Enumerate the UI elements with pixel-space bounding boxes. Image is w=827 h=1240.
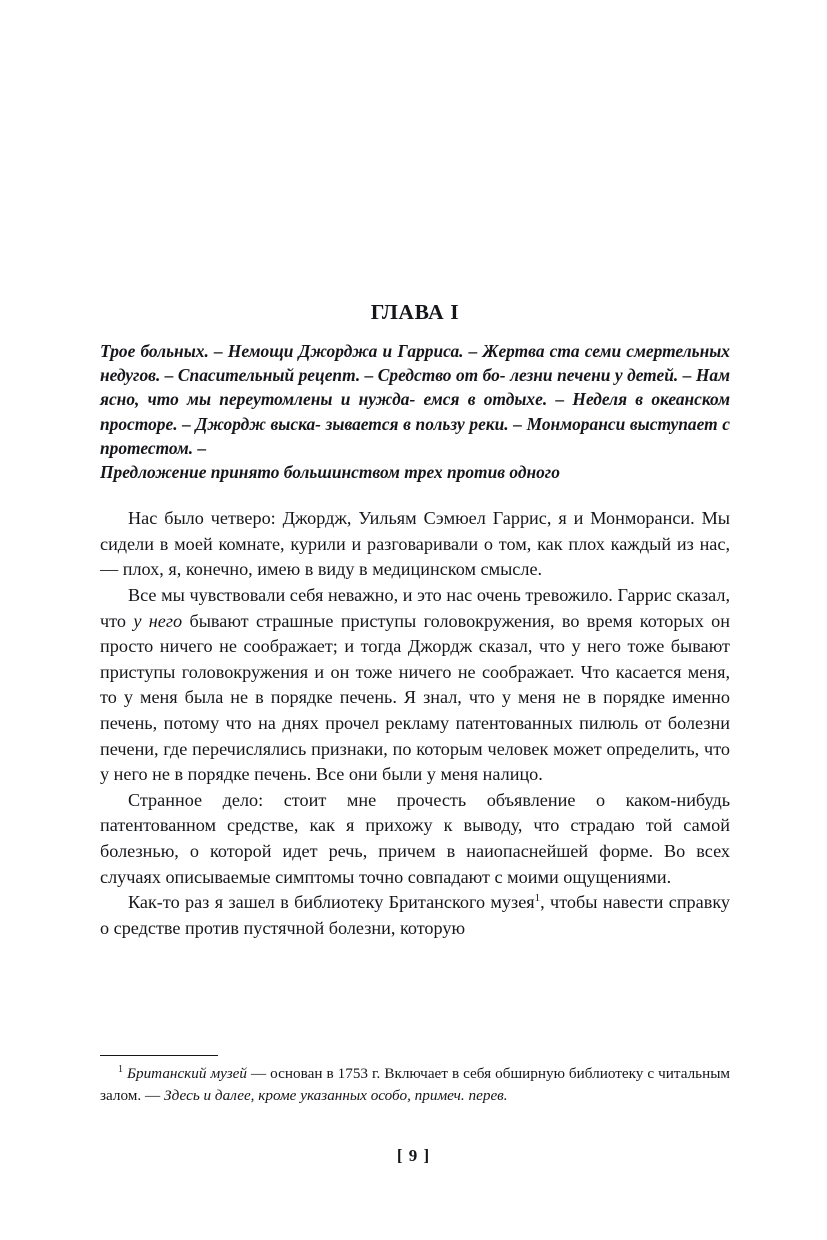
synopsis-last-line: Предложение принято большинством трех против одного [100, 462, 560, 483]
footnote-reference: 1 [534, 892, 541, 905]
footnote-marker: 1 [118, 1063, 123, 1075]
paragraph-4 [100, 890, 730, 941]
footnote [100, 1063, 730, 1106]
synopsis-line: емся в отдыхе. – Неделя в океанском просторе. – Джордж выска- [100, 389, 730, 434]
paragraph-1: Нас было четверо: Джордж, Уильям Сэмюел Гаррис, я и Монморанси. Мы сидели в моей комнате, курили и разговаривали о том, как плох каждый из нас, — плох, я, конечно, имею в виду в медицинском смысле. [100, 508, 730, 580]
chapter-synopsis [100, 339, 730, 484]
paragraph-2-emphasis: у него [133, 610, 183, 631]
paragraph-3: Странное дело: стоит мне прочесть объявление о каком-нибудь патентованном средстве, как я прихожу к выводу, что страдаю той самой болезнью, о которой идет речь, причем в наиопаснейшей форме. Во всех случаях описываемые симптомы точно совпадают с моими ощущениями. [100, 789, 730, 887]
page-number: [ 9 ] [396, 1146, 431, 1165]
paragraph-4-before-note: Как-то раз я зашел в библиотеку Британского музея [128, 892, 535, 913]
synopsis-line: лезни печени у детей. – Нам ясно, что мы переутомлены и нужда- [100, 365, 730, 410]
synopsis-line: Трое больных. – Немощи Джорджа и Гарриса. – Жертва ста семи [100, 341, 622, 361]
footnote-attribution: Здесь и далее, кроме указанных особо, примеч. перев. [163, 1086, 508, 1104]
paragraph-4-after-note: , чтобы навести справку о средстве против пустячной болезни, которую [100, 892, 730, 938]
synopsis-line: смертельных недугов. – Спасительный рецепт. – Средство от бо- [100, 341, 730, 386]
paragraph-2 [100, 583, 730, 788]
footnote-text: — основан в 1753 г. Включает в себя обширную библиотеку с читальным залом. — [100, 1065, 731, 1104]
page-content [100, 300, 730, 941]
footnote-term: Британский музей [127, 1065, 247, 1082]
synopsis-line: зывается в пользу реки. – Монморанси выступает с протестом. – [100, 413, 730, 458]
chapter-title: ГЛАВА I [370, 300, 460, 324]
footnote-divider [100, 1055, 218, 1056]
paragraph-2-after-italic: бывают страшные приступы головокружения, во время которых он просто ничего не соображает; и тогда Джордж сказал, что у него тоже бывают приступы головокружения и он тоже ничего не соображает. Что касается меня, то у меня была не в порядке печень. Я знал, что у меня не в порядке именно печень, потому что на днях прочел рекламу патентованных пилюль от болезни печени, где перечислялись признаки, по которым человек может определить, что у него не в порядке печень. Все они были у меня налицо. [100, 610, 730, 785]
paragraph-2-before-italic: Все мы чувствовали себя неважно, и это нас очень тревожило. Гаррис сказал, что [100, 585, 730, 631]
